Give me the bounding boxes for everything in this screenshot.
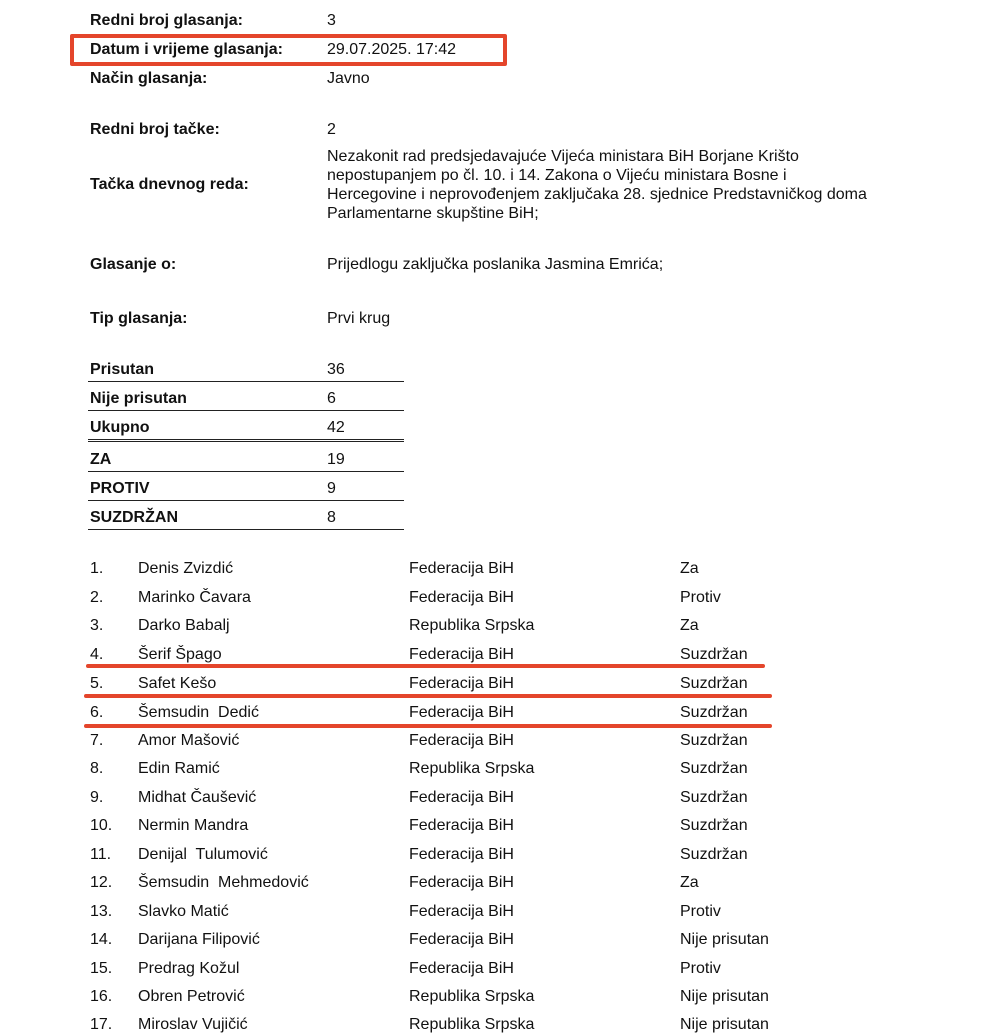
vote-row-number: 5. [90,675,104,692]
delegate-vote: Suzdržan [680,789,748,806]
delegate-entity: Federacija BiH [409,732,514,749]
method-value: Javno [327,70,370,87]
highlight-underline [84,694,772,698]
delegate-entity: Republika Srpska [409,617,535,634]
summary-label: ZA [90,451,112,468]
summary-divider [88,410,404,411]
summary-value: 8 [327,509,336,526]
summary-divider [88,529,404,530]
delegate-entity: Federacija BiH [409,817,514,834]
delegate-name: Safet Kešo [138,675,217,692]
delegate-vote: Nije prisutan [680,988,769,1005]
delegate-name: Šerif Špago [138,646,222,663]
delegate-entity: Federacija BiH [409,589,514,606]
summary-value: 9 [327,480,336,497]
delegate-vote: Nije prisutan [680,1016,769,1033]
delegate-entity: Republika Srpska [409,1016,535,1033]
highlight-underline [86,664,765,668]
summary-label: SUZDRŽAN [90,509,178,526]
highlight-underline [84,724,772,728]
delegate-name: Šemsudin Mehmedović [138,874,309,891]
subject-label: Glasanje o: [90,256,177,273]
vote-number-value: 3 [327,12,336,29]
delegate-entity: Federacija BiH [409,931,514,948]
delegate-vote: Suzdržan [680,675,748,692]
vote-row-number: 8. [90,760,104,777]
datetime-value: 29.07.2025. 17:42 [327,41,457,58]
vote-row-number: 2. [90,589,104,606]
delegate-name: Marinko Čavara [138,589,251,606]
summary-divider [88,500,404,501]
item-number-value: 2 [327,121,336,138]
delegate-vote: Protiv [680,903,721,920]
summary-label: PROTIV [90,480,150,497]
summary-value: 42 [327,419,345,436]
delegate-vote: Suzdržan [680,732,748,749]
agenda-label: Tačka dnevnog reda: [90,176,249,193]
vote-row-number: 3. [90,617,104,634]
vote-type-label: Tip glasanja: [90,310,188,327]
vote-row-number: 12. [90,874,113,891]
summary-double-divider [88,439,404,442]
vote-row-number: 17. [90,1016,113,1033]
vote-type-value: Prvi krug [327,310,391,327]
delegate-vote: Za [680,560,699,577]
delegate-vote: Suzdržan [680,760,748,777]
delegate-entity: Federacija BiH [409,789,514,806]
summary-label: Prisutan [90,361,155,378]
datetime-label: Datum i vrijeme glasanja: [90,41,283,58]
delegate-name: Denijal Tulumović [138,846,268,863]
delegate-name: Miroslav Vujičić [138,1016,248,1033]
vote-row-number: 15. [90,960,113,977]
vote-row-number: 9. [90,789,104,806]
delegate-entity: Federacija BiH [409,960,514,977]
delegate-name: Darijana Filipović [138,931,260,948]
vote-row-number: 11. [90,846,112,863]
summary-value: 6 [327,390,336,407]
delegate-vote: Suzdržan [680,846,748,863]
delegate-vote: Suzdržan [680,646,748,663]
delegate-name: Šemsudin Dedić [138,704,259,721]
delegate-entity: Federacija BiH [409,704,514,721]
vote-row-number: 14. [90,931,113,948]
method-label: Način glasanja: [90,70,208,87]
delegate-name: Predrag Kožul [138,960,240,977]
vote-row-number: 6. [90,704,104,721]
vote-row-number: 1. [90,560,104,577]
vote-row-number: 4. [90,646,104,663]
summary-value: 36 [327,361,345,378]
delegate-name: Midhat Čaušević [138,789,257,806]
delegate-entity: Federacija BiH [409,675,514,692]
delegate-entity: Federacija BiH [409,646,514,663]
delegate-name: Amor Mašović [138,732,240,749]
delegate-vote: Za [680,874,699,891]
delegate-name: Edin Ramić [138,760,220,777]
delegate-vote: Za [680,617,699,634]
vote-row-number: 10. [90,817,113,834]
delegate-entity: Federacija BiH [409,560,514,577]
delegate-entity: Federacija BiH [409,903,514,920]
vote-row-number: 7. [90,732,104,749]
vote-number-label: Redni broj glasanja: [90,12,243,29]
agenda-value: Nezakonit rad predsjedavajuće Vijeća ministara BiH Borjane Krišto nepostupanjem po čl. 10. i 14. Zakona o Vijeću ministara Bosne i Hercegovine i neprovođenjem zaključaka 28. sjednice Predstavničkog doma Parlamentarne skupštine BiH; [327,148,867,222]
vote-row-number: 16. [90,988,113,1005]
delegate-name: Darko Babalj [138,617,230,634]
summary-label: Nije prisutan [90,390,187,407]
summary-label: Ukupno [90,419,150,436]
delegate-vote: Protiv [680,589,721,606]
summary-divider [88,471,404,472]
delegate-vote: Suzdržan [680,704,748,721]
delegate-entity: Federacija BiH [409,846,514,863]
delegate-vote: Nije prisutan [680,931,769,948]
summary-divider [88,381,404,382]
delegate-vote: Protiv [680,960,721,977]
delegate-entity: Federacija BiH [409,874,514,891]
subject-value: Prijedlogu zaključka poslanika Jasmina Emrića; [327,256,664,273]
delegate-name: Slavko Matić [138,903,229,920]
delegate-name: Obren Petrović [138,988,245,1005]
delegate-entity: Republika Srpska [409,760,535,777]
delegate-entity: Republika Srpska [409,988,535,1005]
summary-value: 19 [327,451,345,468]
delegate-name: Nermin Mandra [138,817,249,834]
vote-row-number: 13. [90,903,113,920]
delegate-name: Denis Zvizdić [138,560,234,577]
delegate-vote: Suzdržan [680,817,748,834]
item-number-label: Redni broj tačke: [90,121,220,138]
